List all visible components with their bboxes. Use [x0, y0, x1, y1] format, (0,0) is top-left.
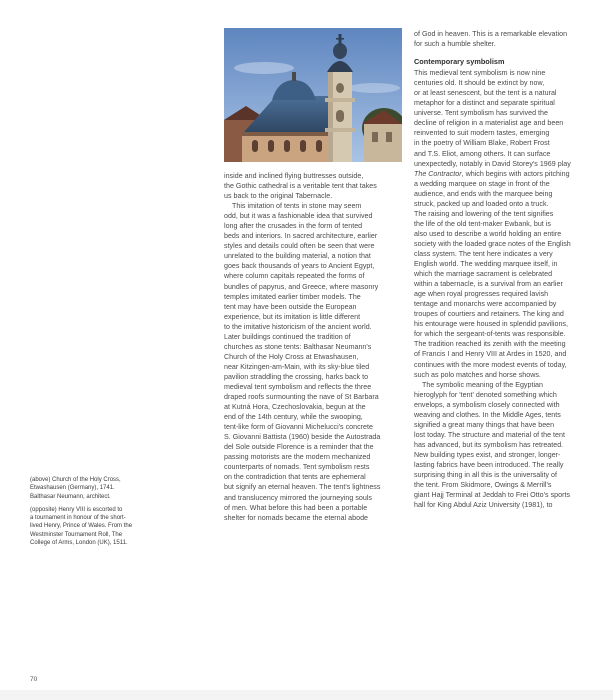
- caption-line: (opposite) Henry VIII is escorted to: [30, 506, 123, 513]
- text-line: to the imitative historicism of the ancient world.: [224, 322, 372, 331]
- caption-opposite: [30, 506, 158, 547]
- text-line: tent-like form of Giovanni Michelucci's concrete: [224, 423, 373, 432]
- text-line: in the poetry of William Blake, Robert Frost: [414, 139, 550, 148]
- text-line: The raising and lowering of the tent signifies: [414, 209, 554, 218]
- text-line: such as polo matches and horse shows.: [414, 370, 541, 379]
- text-line: which the marriage sacrament is celebrated: [414, 270, 553, 279]
- text-line: hieroglyph for 'tent' denoted something which: [414, 390, 557, 399]
- text-line: continues with the more modest events of today,: [414, 360, 567, 369]
- caption-line: lived Henry, Prince of Wales. From the: [30, 523, 133, 530]
- text-line: long after the crusades in the form of tented: [224, 222, 363, 231]
- text-line: hall for King Abdul Aziz University (1981), to: [414, 501, 553, 510]
- image-caption: [30, 476, 158, 552]
- text-line: experience, but its imitation is little different: [224, 312, 361, 321]
- text-line: inside and inclined flying buttresses outside,: [224, 172, 364, 180]
- text-line: English world. The wedding marquee itself, in: [414, 260, 558, 269]
- left-text-column: [224, 171, 400, 523]
- text-line: unexpectedly, notably in David Storey's 1969 play: [414, 159, 571, 168]
- text-line: at Kutná Hora, Czechoslovakia, begun at the: [224, 403, 366, 412]
- text-line: and T.S. Eliot, among others. It can surface: [414, 149, 551, 158]
- text-line: the Gothic cathedral is a veritable tent that takes: [224, 182, 377, 191]
- text-line: passing motorists are the modern mechanized: [224, 453, 371, 462]
- text-line: of Francis I and Henry VIII at Ardes in 1520, and: [414, 350, 567, 359]
- text-line: draped roofs surmounting the nave of St Barbara: [224, 393, 379, 402]
- text-line: decline of religion in a materialist age and been: [414, 119, 564, 128]
- text-line: lost today. The structure and material of the tent: [414, 430, 565, 439]
- text-line: shelter for nomads became the eternal abode: [224, 513, 369, 522]
- text-line: beds and interiors. In sacred architecture, earlier: [224, 232, 378, 241]
- text-line: the tent. From Skidmore, Owings & Merrill's: [414, 481, 552, 490]
- text-line: also used to describe a world holding an entire: [414, 229, 562, 238]
- caption-line: (above) Church of the Holy Cross,: [30, 477, 121, 483]
- text-line: unrelated to the building material, a notion that: [224, 252, 371, 261]
- text-line: medieval tent symbolism and reflects the three: [224, 382, 372, 391]
- text-line: S. Giovanni Battista (1960) beside the Autostrada: [224, 433, 381, 442]
- text-line: The tradition reached its zenith with the meeting: [414, 340, 566, 349]
- text-line: of God in heaven. This is a remarkable elevation: [414, 30, 568, 38]
- text-line: the life of the old tent-maker Ewbank, but is: [414, 219, 551, 228]
- caption-above: [30, 476, 158, 501]
- text-line: his entourage were housed in splendid pavilions,: [414, 320, 568, 329]
- text-line: society with the loaded grace notes of the English: [414, 239, 571, 248]
- text-line: universe. Tent symbolism has survived the: [414, 109, 548, 118]
- text-line: bundles of papyrus, and Greece, where masonry: [224, 282, 379, 291]
- text-line: end of the 14th century, while the swooping,: [224, 413, 363, 422]
- church-photo-icon: [224, 28, 402, 162]
- text-line: where column capitals repeated the forms of: [224, 272, 365, 281]
- text-line: churches as stone tents: Balthasar Neumann's: [224, 342, 372, 351]
- text-line: age when royal progresses required lavish: [414, 290, 549, 299]
- text-line: odd, but it was a fashionable idea that survived: [224, 212, 373, 221]
- text-line: class system. The tent here indicates a very: [414, 249, 553, 258]
- text-line: The symbolic meaning of the Egyptian: [422, 380, 543, 389]
- text-line: This medieval tent symbolism is now nine: [414, 69, 546, 78]
- text-line: for such a humble shelter.: [414, 40, 496, 49]
- text-line: tent may have been outside the European: [224, 302, 357, 311]
- text-line: counterparts of nomads. Tent symbolism rests: [224, 463, 370, 472]
- text-line: near Kitzingen-am-Main, with its sky-blue tiled: [224, 362, 370, 371]
- text-line: styles and details could often be seen that were: [224, 242, 375, 251]
- text-line: for which the sergeant-of-tents was responsible.: [414, 330, 566, 339]
- text-line: giant Hajj Terminal at Jeddah to Frei Otto's sports: [414, 491, 571, 500]
- play-title: The Contractor: [414, 169, 462, 178]
- text-line: temples imitated earlier timber models. The: [224, 292, 361, 301]
- text-line: a wedding marquee on stage in front of the: [414, 179, 550, 188]
- text-line: This imitation of tents in stone may seem: [232, 202, 362, 211]
- text-line: surprising thing in all this is the universality of: [414, 471, 557, 480]
- text-line: envelops, a symbolism closely connected with: [414, 400, 560, 409]
- caption-line: College of Arms, London (UK), 1511.: [30, 540, 128, 547]
- text-line: reinvented to suit modern tastes, emerging: [414, 129, 550, 138]
- text-line: centuries old. It should be extinct by now,: [414, 79, 545, 88]
- text-line: audience, and ends with the marquee being: [414, 189, 553, 198]
- caption-line: Westminster Tournament Roll, The: [30, 531, 123, 538]
- caption-line: a tournament in honour of the short-: [30, 515, 126, 522]
- text-line: Church of the Holy Cross at Etwashausen,: [224, 352, 359, 361]
- text-line: signified a great many things that have been: [414, 420, 555, 429]
- text-line: New building types exist, and stronger, longer-: [414, 450, 561, 459]
- text-line: on the contradiction that tents are ephemeral: [224, 473, 366, 482]
- text-line: of men. What before this had been a portable: [224, 503, 368, 512]
- text-line: pavilion straddling the crossing, harks back to: [224, 372, 369, 381]
- text-line: has advanced, but its symbolism has retreated.: [414, 440, 564, 449]
- text-line: weaving and clothes. In the Middle Ages, tents: [414, 410, 561, 419]
- text-line: troupes of courtiers and retainers. The king and: [414, 310, 564, 319]
- page-number: 70: [30, 676, 38, 683]
- text-line: but signify an eternal heaven. The tent's lightness: [224, 483, 381, 492]
- caption-line: Balthasar Neumann, architect.: [30, 493, 111, 500]
- text-line: [414, 169, 594, 179]
- right-text-column: [414, 29, 594, 510]
- play-line-rest: , which begins with actors pitching: [461, 169, 570, 178]
- section-heading: Contemporary symbolism: [414, 57, 505, 67]
- church-photo: [224, 28, 402, 162]
- caption-line: Etwashausen (Germany), 1741.: [30, 485, 115, 492]
- text-line: metaphor for a distinct and separate spiritual: [414, 99, 555, 108]
- text-line: or at least senescent, but the tent is a natural: [414, 89, 557, 98]
- text-line: struck, packed up and loaded onto a truck.: [414, 199, 549, 208]
- text-line: us back to the original Tabernacle.: [224, 192, 333, 201]
- text-line: and translucency mirrored the journeying souls: [224, 493, 372, 502]
- page-bottom-edge: [0, 690, 613, 700]
- text-line: tentage and monarchs were accompanied by: [414, 300, 557, 309]
- text-line: Later buildings continued the tradition of: [224, 332, 351, 341]
- text-line: del Sole outside Florence is a reminder that the: [224, 443, 374, 452]
- text-line: within a tabernacle, is a survival from an earlier: [414, 280, 563, 289]
- text-line: goes back thousands of years to Ancient Egypt,: [224, 262, 375, 271]
- text-line: lasting fabrics have been introduced. The really: [414, 460, 564, 469]
